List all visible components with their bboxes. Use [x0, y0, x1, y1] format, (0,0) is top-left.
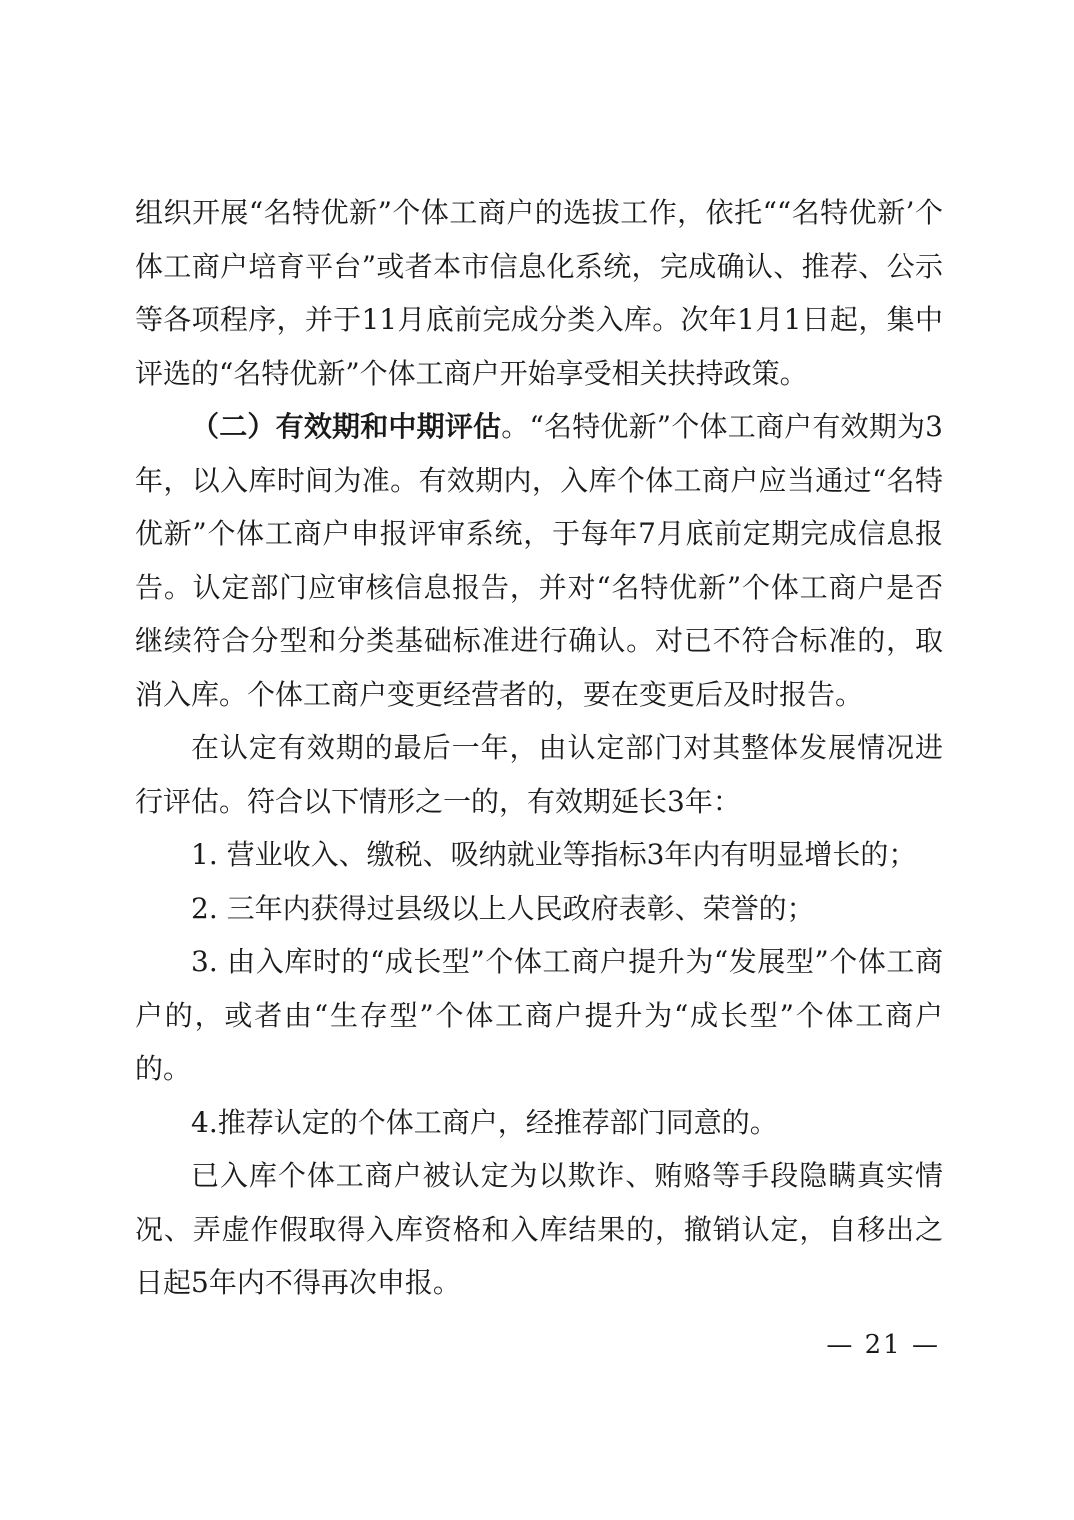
list-item-1: 1. 营业收入、缴税、吸纳就业等指标3年内有明显增长的； [191, 838, 917, 871]
paragraph-selection-work: 组织开展“名特优新”个体工商户的选拔工作，依托““名特优新’个体工商户培育平台”或者本市信息化系统，完成确认、推荐、公示等各项程序，并于11月底前完成分类入库。次年1月1日起，集中评选的“名特优新”个体工商户开始享受相关扶持政策。 [135, 196, 943, 390]
section-heading-validity: （二）有效期和中期评估 [191, 410, 502, 443]
page-number: — 21 — [826, 1330, 940, 1360]
paragraph-validity-body: 。“名特优新”个体工商户有效期为3年，以入库时间为准。有效期内，入库个体工商户应当通过“名特优新”个体工商户申报评审系统，于每年7月底前定期完成信息报告。认定部门应审核信息报告，并对“名特优新”个体工商户是否继续符合分型和分类基础标准进行确认。对已不符合标准的，取消入库。个体工商户变更经营者的，要在变更后及时报告。 [135, 410, 943, 711]
paragraph-evaluation: 在认定有效期的最后一年，由认定部门对其整体发展情况进行评估。符合以下情形之一的，有效期延长3年： [135, 731, 943, 818]
list-item-4: 4.推荐认定的个体工商户，经推荐部门同意的。 [191, 1105, 778, 1139]
list-item-2: 2. 三年内获得过县级以上人民政府表彰、荣誉的； [191, 891, 815, 925]
list-item-3: 3. 由入库时的“成长型”个体工商户提升为“发展型”个体工商户的，或者由“生存型”个体工商户提升为“成长型”个体工商户的。 [135, 945, 943, 1085]
paragraph-revocation: 已入库个体工商户被认定为以欺诈、贿赂等手段隐瞒真实情况、弄虚作假取得入库资格和入库结果的，撤销认定，自移出之日起5年内不得再次申报。 [135, 1159, 943, 1299]
paragraph-validity-period [135, 400, 943, 721]
document-body [135, 186, 943, 1310]
